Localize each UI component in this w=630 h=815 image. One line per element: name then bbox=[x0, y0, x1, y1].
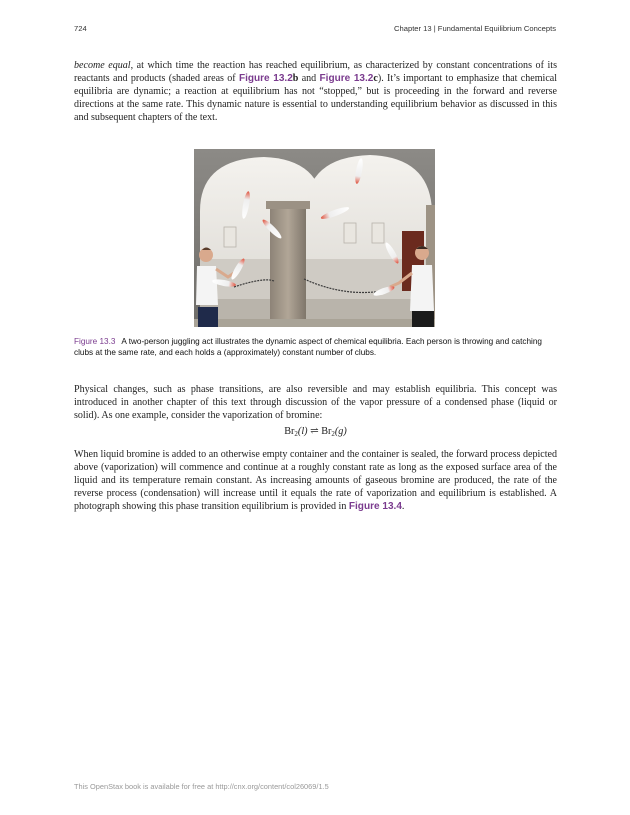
paragraph-phase-transitions: Physical changes, such as phase transitions, are also reversible and may establish equilibria. This concept was introduced in another chapter of this text through discussion of the vapor pressure of a condensed phase (liquid or solid). As one example, consider the vaporization of bromine: bbox=[74, 384, 557, 422]
bromine-equation: $Br_2(l)$ ⇌ $Br_2(g)$ bbox=[284, 426, 347, 438]
chapter-title: Chapter 13 | Fundamental Equilibrium Concepts bbox=[394, 24, 556, 33]
paragraph-bromine-equilibrium: When liquid bromine is added to an otherwise empty container and the container is sealed, the forward process depicted above (vaporization) will commence and continue at a roughly constant rate as long as the exposed surface area of the liquid and its temperature remain constant. As increasing amounts of gaseous bromine are produced, the rate of the reverse process (condensation) will increase until it equals the rate of vaporization and equilibrium is established. A photograph showing this phase transition equilibrium is provided in Figure 13.4. bbox=[74, 449, 557, 513]
equilibrium-arrow: ⇌ bbox=[310, 426, 319, 437]
figure-caption-text: A two-person juggling act illustrates the dynamic aspect of chemical equilibria. Each person is throwing and catching clubs at the same rate, and each holds a (approximately) constant number of clubs. bbox=[74, 337, 542, 358]
juggling-photo bbox=[194, 149, 435, 327]
figure-link-13-2c[interactable]: Figure 13.2 bbox=[319, 73, 374, 85]
emphasis-text: become equal bbox=[74, 60, 131, 71]
page-footer: This OpenStax book is available for free at http://cnx.org/content/col26069/1.5 bbox=[74, 782, 329, 791]
figure-link-13-2b[interactable]: Figure 13.2 bbox=[238, 73, 293, 85]
paragraph-equilibrium-dynamic: become equal, at which time the reaction has reached equilibrium, as characterized by constant concentrations of its reactants and products (shaded areas of Figure 13.2b and Figure 13.2c). It’s important to emphasize that chemical equilibria are dynamic; a reaction at equilibrium has not “stopped,” but is proceeding in the forward and reverse directions at the same rate. This dynamic nature is essential to understanding equilibrium behavior as discussed in this and subsequent chapters of the text. bbox=[74, 60, 558, 124]
figure-caption bbox=[74, 336, 557, 359]
figure-label: Figure 13.3 bbox=[74, 337, 116, 346]
page-header bbox=[74, 24, 556, 36]
page-number: 724 bbox=[74, 24, 87, 33]
figure-link-13-4[interactable]: Figure 13.4 bbox=[348, 501, 402, 513]
